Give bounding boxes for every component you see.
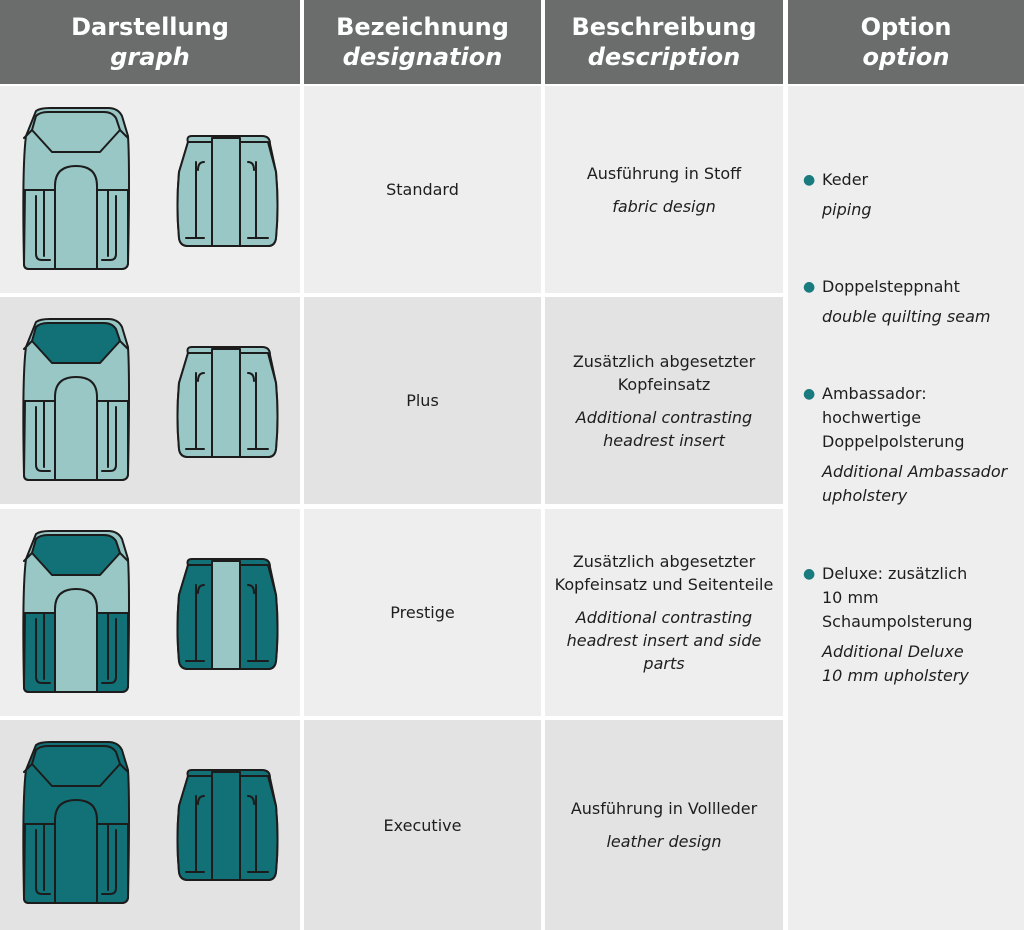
description-de-plus: Zusätzlich abgesetzter Kopfeinsatz <box>572 351 756 394</box>
designation-cell-plus <box>304 297 541 504</box>
header-description-de: Beschreibung <box>571 13 757 41</box>
description-cell-executive <box>545 720 783 930</box>
description-en-executive: leather design <box>606 832 722 851</box>
description-en-standard: fabric design <box>612 196 716 216</box>
description-cell-plus <box>545 297 783 504</box>
header-option-en: option <box>862 43 950 71</box>
seat-prestige-icon <box>0 509 300 716</box>
header-option-de: Option <box>860 13 952 41</box>
seat-standard-icon <box>0 86 300 293</box>
description-de-prestige: Zusätzlich abgesetzter Kopfeinsatz und Seitenteile <box>554 552 774 594</box>
description-en-plus: Additional contrasting headrest insert <box>575 407 753 450</box>
header-graph-de: Darstellung <box>71 13 229 41</box>
bullet-icon: ● <box>803 172 816 188</box>
option-item-keder <box>800 168 1024 222</box>
option-en: Additional Ambassador upholstery <box>822 462 1008 505</box>
header-designation-en: designation <box>342 43 503 71</box>
designation-prestige: Prestige <box>390 603 455 622</box>
option-de: Ambassador: hochwertige Doppelpolsterung <box>822 384 965 451</box>
description-en-prestige: Additional contrasting headrest insert and side parts <box>566 608 762 673</box>
description-de-executive: Ausführung in Vollleder <box>570 799 758 818</box>
option-item-doppelsteppnaht <box>800 275 1024 329</box>
bullet-icon: ● <box>803 566 816 582</box>
option-de: Doppelsteppnaht <box>822 277 960 296</box>
option-item-ambassador <box>800 382 1024 508</box>
option-de: Deluxe: zusätzlich 10 mm Schaumpolsterung <box>822 564 973 631</box>
option-en: Additional Deluxe 10 mm upholstery <box>822 642 969 685</box>
header-description-en: description <box>587 43 741 71</box>
header-graph-en: graph <box>110 43 190 71</box>
bullet-icon: ● <box>803 279 816 295</box>
header-option <box>788 0 1024 84</box>
description-de-standard: Ausführung in Stoff <box>586 163 742 183</box>
seat-plus-icon <box>0 297 300 504</box>
header-designation <box>304 0 541 84</box>
option-item-deluxe <box>800 562 1024 688</box>
seat-graph-standard <box>0 86 300 293</box>
header-designation-de: Bezeichnung <box>336 13 509 41</box>
designation-cell-standard <box>304 86 541 293</box>
option-de: Keder <box>822 170 869 189</box>
designation-cell-executive <box>304 720 541 930</box>
designation-cell-prestige <box>304 509 541 716</box>
seat-graph-plus <box>0 297 300 504</box>
seat-graph-prestige <box>0 509 300 716</box>
description-cell-standard <box>545 86 783 293</box>
designation-standard: Standard <box>386 180 459 199</box>
option-en: piping <box>822 200 872 219</box>
option-en: double quilting seam <box>822 307 991 326</box>
designation-executive: Executive <box>383 815 462 835</box>
seat-executive-icon <box>0 720 300 927</box>
header-graph <box>0 0 300 84</box>
seat-graph-executive <box>0 720 300 930</box>
header-description <box>545 0 783 84</box>
bullet-icon: ● <box>803 386 816 402</box>
description-cell-prestige <box>545 509 783 716</box>
designation-plus: Plus <box>406 391 439 410</box>
